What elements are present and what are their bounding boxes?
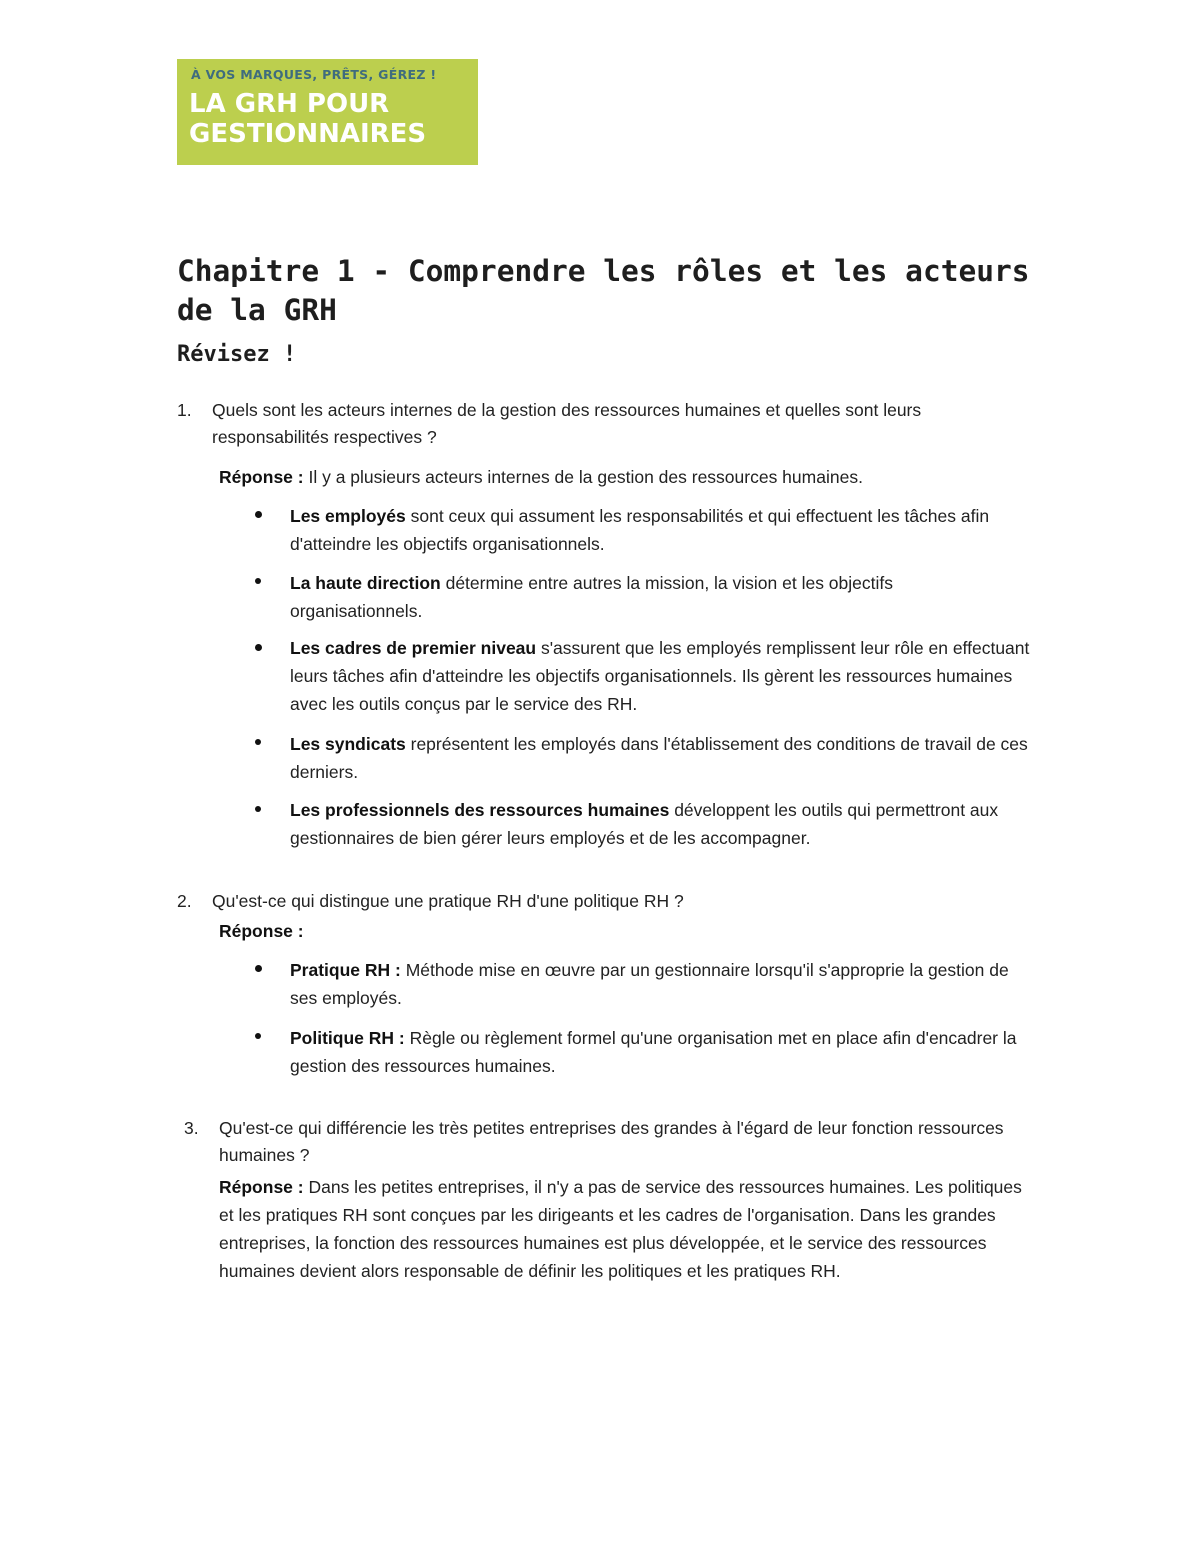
list-item-term: Les employés xyxy=(290,506,406,526)
question-text: Qu'est-ce qui distingue une pratique RH d'une politique RH ? xyxy=(212,891,684,911)
chapter-title: Chapitre 1 - Comprendre les rôles et les acteurs de la GRH xyxy=(177,254,1030,327)
list-item xyxy=(290,569,1030,625)
list-item xyxy=(290,730,1030,786)
list-item-text: sont ceux qui assument les responsabilités et qui effectuent les tâches afin d'atteindre les objectifs organisationnels. xyxy=(290,506,990,554)
list-item-text: s'assurent que les employés remplissent leur rôle en effectuant leurs tâches afin d'atteindre les objectifs organisationnels. Ils gèrent les ressources humaines avec les outils conçus par le service des RH. xyxy=(290,638,1030,714)
brand-logo xyxy=(177,59,478,165)
bullet-icon xyxy=(255,965,262,972)
answer-label: Réponse : xyxy=(219,1177,304,1197)
question-number: 2. xyxy=(177,891,192,911)
list-item-text: Règle ou règlement formel qu'une organisation met en place afin d'encadrer la gestion des ressources humaines. xyxy=(290,1028,1017,1076)
list-item-text: développent les outils qui permettront aux gestionnaires de bien gérer leurs employés et de les accompagner. xyxy=(290,800,999,848)
bullet-icon xyxy=(255,511,262,518)
list-item-term: Pratique RH : xyxy=(290,960,401,980)
logo-tagline: À VOS MARQUES, PRÊTS, GÉREZ ! xyxy=(191,67,437,82)
answer-1-intro xyxy=(219,464,1039,491)
list-item xyxy=(290,1024,1030,1080)
bullet-icon xyxy=(255,644,262,651)
list-item xyxy=(290,956,1030,1012)
bullet-icon xyxy=(255,806,261,812)
list-item-term: Les cadres de premier niveau xyxy=(290,638,537,658)
list-item-term: La haute direction xyxy=(290,573,441,593)
answer-label: Réponse : xyxy=(219,467,304,487)
list-item-text: représentent les employés dans l'établissement des conditions de travail de ces derniers. xyxy=(290,734,1028,782)
question-number: 1. xyxy=(177,400,192,420)
question-text: Qu'est-ce qui différencie les très petites entreprises des grandes à l'égard de leur fonction ressources humaines ? xyxy=(219,1118,1004,1165)
list-item xyxy=(290,796,1030,852)
list-item-text: détermine entre autres la mission, la vision et les objectifs organisationnels. xyxy=(290,573,894,621)
answer-2-intro xyxy=(219,918,1039,945)
bullet-icon xyxy=(255,1033,261,1039)
list-item-text: Méthode mise en œuvre par un gestionnaire lorsqu'il s'approprie la gestion de ses employés. xyxy=(290,960,1009,1008)
bullet-icon xyxy=(255,739,261,745)
list-item xyxy=(290,634,1030,718)
logo-title-line-1: LA GRH POUR xyxy=(189,89,390,119)
answer-text: Il y a plusieurs acteurs internes de la gestion des ressources humaines. xyxy=(303,467,863,487)
question-text: Quels sont les acteurs internes de la gestion des ressources humaines et quelles sont leurs responsabilités respectives ? xyxy=(212,400,922,447)
section-title: Révisez ! xyxy=(177,342,297,367)
bullet-icon xyxy=(255,578,261,584)
logo-title-line-2: GESTIONNAIRES xyxy=(189,119,427,149)
answer-text: Dans les petites entreprises, il n'y a pas de service des ressources humaines. Les politiques et les pratiques RH sont conçues par les dirigeants et les cadres de l'organisation. Dans les grandes entreprises, la fonction des ressources humaines est plus développée, et le service des ressources humaines devient alors responsable de définir les politiques et les pratiques RH. xyxy=(219,1177,1022,1281)
question-number: 3. xyxy=(184,1118,199,1138)
list-item-term: Les syndicats xyxy=(290,734,406,754)
list-item-term: Les professionnels des ressources humaines xyxy=(290,800,670,820)
answer-label: Réponse : xyxy=(219,921,304,941)
list-item-term: Politique RH : xyxy=(290,1028,405,1048)
answer-3 xyxy=(219,1173,1024,1285)
list-item xyxy=(290,502,1030,558)
